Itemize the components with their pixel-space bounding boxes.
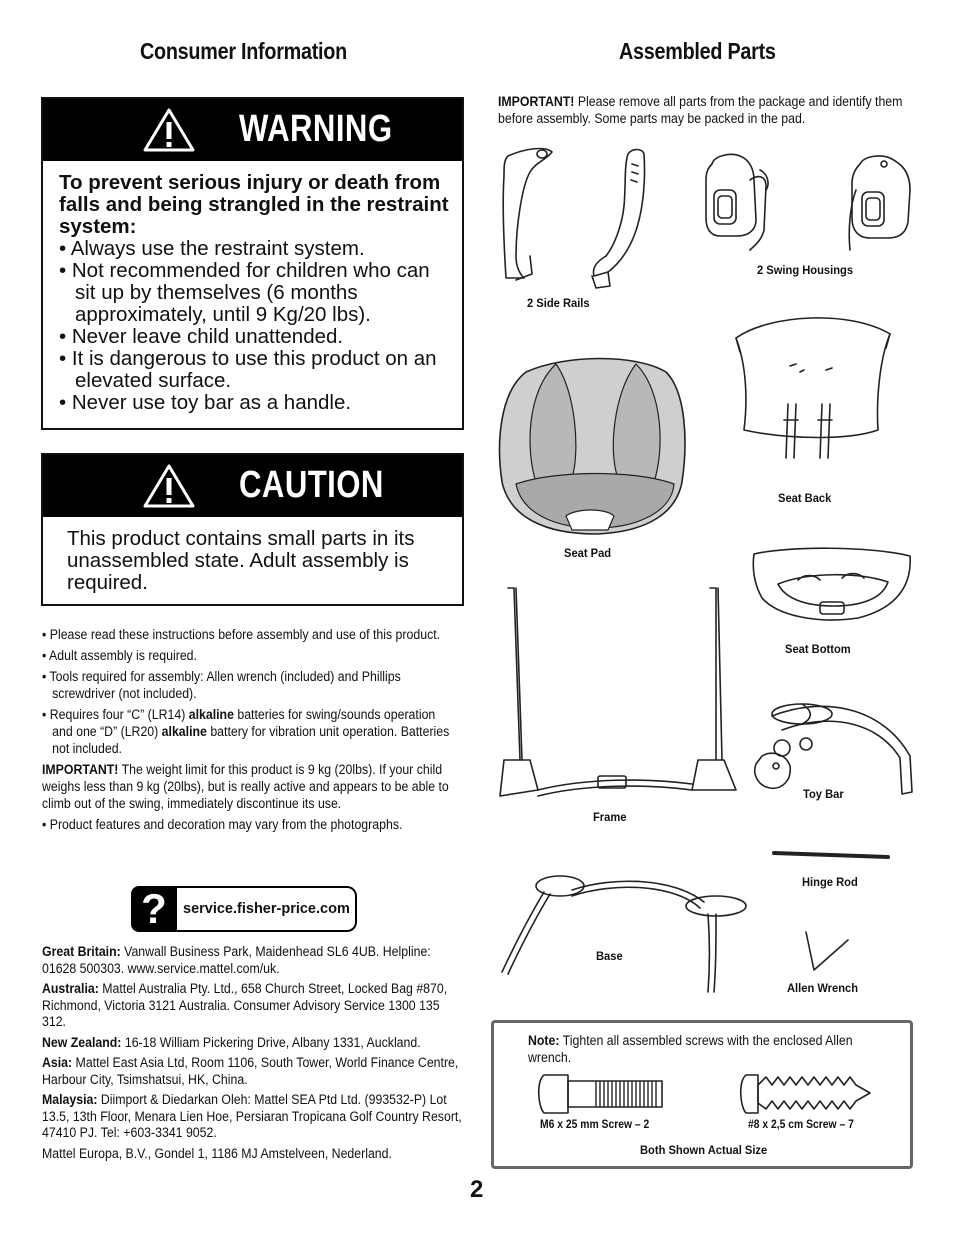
allen-wrench-illustration [800, 928, 852, 974]
hinge-rod-illustration [772, 848, 892, 862]
service-url[interactable]: service.fisher-price.com [171, 886, 357, 932]
side-rails-illustration [496, 146, 666, 291]
question-mark-icon: ? [131, 886, 177, 932]
address-europe: Mattel Europa, B.V., Gondel 1, 1186 MJ Amstelveen, Nederland. [42, 1145, 392, 1161]
side-rails-label: 2 Side Rails [527, 296, 590, 310]
swing-housings-label: 2 Swing Housings [757, 263, 854, 277]
seat-pad-label: Seat Pad [564, 546, 612, 560]
caution-box [41, 453, 464, 606]
seat-pad-illustration [496, 352, 692, 538]
base-illustration [494, 872, 758, 996]
note-box [491, 1020, 913, 1169]
toy-bar-illustration [742, 696, 916, 798]
base-label: Base [596, 949, 623, 963]
info-bullet-batteries: • Requires four “C” (LR14) alkaline batteries for swing/sounds operation and one “D” (LR20) alkaline battery for vibration unit operation. Batteries not included. [42, 707, 450, 756]
frame-illustration [496, 584, 748, 806]
m6-screw-label: M6 x 25 mm Screw – 2 [540, 1119, 650, 1131]
warning-item: • Always use the restraint system. [59, 237, 365, 260]
info-bullet: • Adult assembly is required. [42, 648, 197, 663]
consumer-information-heading: Consumer Information [140, 38, 347, 64]
warning-item: • Not recommended for children who can sit up by themselves (6 months approximately, until 9 Kg/20 lbs). [59, 259, 430, 326]
m6-screw-illustration [534, 1071, 666, 1117]
address-great-britain: Great Britain: Vanwall Business Park, Maidenhead SL6 4UB. Helpline: 01628 500303. www.service.mattel.com/uk. [42, 944, 431, 976]
address-australia: Australia: Mattel Australia Pty. Ltd., 658 Church Street, Locked Bag #870, Richmond, Victoria 3121 Australia. Consumer Advisory Service 1300 135 312. [42, 981, 448, 1029]
caution-title: CAUTION [239, 464, 384, 506]
warning-box [41, 97, 464, 430]
toy-bar-label: Toy Bar [803, 787, 844, 801]
caution-header [43, 455, 462, 517]
page-number: 2 [470, 1176, 484, 1203]
caution-triangle-icon [143, 463, 195, 509]
info-important: IMPORTANT! The weight limit for this product is 9 kg (20lbs). If your child weighs less than 9 kg (20lbs), but is really active and appears to be able to climb out of the swing, immediately discontinue its use. [42, 762, 449, 811]
seat-bottom-illustration [748, 544, 918, 636]
warning-text [59, 172, 451, 414]
info-section [42, 626, 456, 837]
addresses [42, 944, 465, 1166]
warning-triangle-icon [143, 107, 195, 153]
warning-header [43, 99, 462, 161]
info-bullet: • Tools required for assembly: Allen wrench (included) and Phillips screwdriver (not included). [42, 669, 401, 701]
screw-8-illustration [736, 1071, 876, 1117]
warning-intro: To prevent serious injury or death from falls and being strangled in the restraint system: [59, 171, 449, 238]
assembled-parts-heading: Assembled Parts [619, 38, 776, 64]
service-logo[interactable] [131, 886, 359, 932]
swing-housings-illustration [700, 150, 920, 260]
address-new-zealand: New Zealand: 16-18 William Pickering Drive, Albany 1331, Auckland. [42, 1034, 421, 1050]
hinge-rod-label: Hinge Rod [802, 875, 858, 889]
allen-wrench-label: Allen Wrench [787, 981, 859, 995]
warning-item: • Never use toy bar as a handle. [59, 391, 352, 414]
warning-item: • It is dangerous to use this product on an elevated surface. [59, 347, 437, 392]
warning-title: WARNING [239, 108, 393, 150]
frame-label: Frame [593, 810, 627, 824]
screw-8-label: #8 x 2,5 cm Screw – 7 [748, 1119, 854, 1131]
caution-text: This product contains small parts in its unassembled state. Adult assembly is required. [67, 527, 415, 594]
warning-item: • Never leave child unattended. [59, 325, 344, 348]
address-asia: Asia: Mattel East Asia Ltd, Room 1106, South Tower, World Finance Centre, Harbour City, Tsimshatsui, HK, China. [42, 1055, 459, 1087]
seat-back-label: Seat Back [778, 491, 832, 505]
actual-size-label: Both Shown Actual Size [640, 1143, 768, 1157]
seat-back-illustration [730, 308, 900, 478]
note-text: Note: Tighten all assembled screws with the enclosed Allen wrench. [528, 1033, 853, 1065]
info-bullet: • Please read these instructions before assembly and use of this product. [42, 627, 441, 642]
parts-intro: IMPORTANT! Please remove all parts from the package and identify them before assembly. Some parts may be packed in the pad. [498, 94, 903, 126]
info-bullet: • Product features and decoration may vary from the photographs. [42, 817, 403, 832]
seat-bottom-label: Seat Bottom [785, 642, 851, 656]
address-malaysia: Malaysia: Diimport & Diedarkan Oleh: Mattel SEA Ptd Ltd. (993532-P) Lot 13.5, 13th Floor, Menara Lien Hoe, Persiaran Tropicana Golf Country Resort, 47410 PJ. Tel: +603-3341 9052. [42, 1092, 462, 1140]
